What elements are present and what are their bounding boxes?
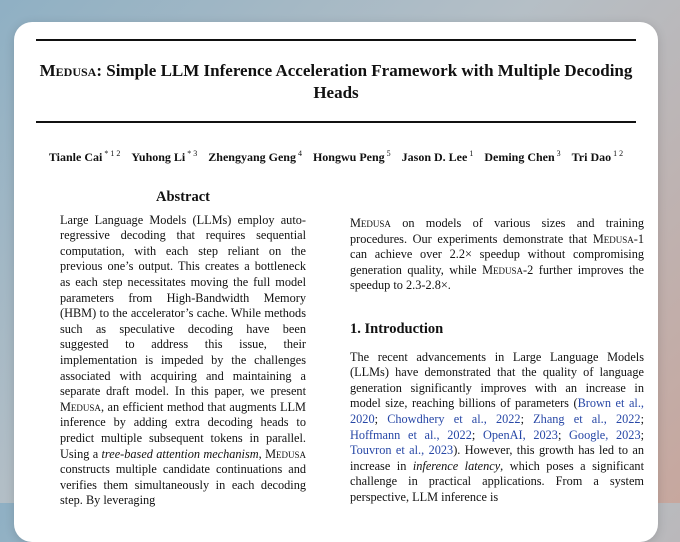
paper-card: [14, 22, 658, 542]
author: Tianle Cai $^{* 1 2}$: [48, 149, 121, 164]
citation-link[interactable]: Hoffmann et al., 2022: [350, 427, 472, 442]
abstract-paragraph: Large Language Models (LLMs) employ auto-regressive decoding that requires sequential computation, with each step reliant on the previous one’s output. This creates a bottleneck as each step necessitates moving the full model parameters from High-Bandwidth Memory (HBM) to the accelerator’s cache. While methods such as speculative decoding have been suggested to address this issue, their implementation is impeded by the challenges associated with acquiring and maintaining a separate draft model. In this paper, we present Medusa, an efficient method that augments LLM inference by adding extra decoding heads to predict multiple subsequent tokens in parallel. Using a tree-based attention mechanism, Medusa constructs multiple candidate continuations and verifies them simultaneously in each decoding step. By leveraging: [60, 212, 306, 508]
author: Zhengyang Geng $^4$: [208, 149, 302, 164]
top-rule: [36, 39, 636, 41]
citation-link[interactable]: Zhang et al., 2022: [533, 411, 641, 426]
paper-title: [34, 60, 638, 104]
title-text: : Simple LLM Inference Acceleration Framework with Multiple Decoding Heads: [96, 61, 633, 102]
introduction-heading: 1. Introduction: [350, 320, 444, 337]
citation-link[interactable]: Google, 2023: [569, 427, 641, 442]
citation-link[interactable]: OpenAI, 2023: [482, 427, 558, 442]
citation-link[interactable]: Touvron et al., 2023: [350, 443, 454, 458]
citation-link[interactable]: Chowdhery et al., 2022: [387, 411, 521, 426]
author: Jason D. Lee $^1$: [401, 149, 474, 164]
citation-link[interactable]: Brown et al., 2020: [350, 396, 644, 426]
author: Yuhong Li $^{* 3}$: [131, 149, 198, 164]
abstract-continuation: Medusa on models of various sizes and training procedures. Our experiments demonstrate that Medusa-1 can achieve over 2.2× speedup without compromising generation quality, while Medusa-2 further improves the speedup to 2.3-2.8×.: [350, 216, 644, 293]
author-list: [34, 149, 638, 165]
title-method-name: Medusa: [39, 61, 97, 80]
introduction-paragraph: The recent advancements in Large Language Models (LLMs) have demonstrated that the quality of language generation significantly improves with an increase in model size, reaching billions of parameters (Brown et al., 2020; Chowdhery et al., 2022; Zhang et al., 2022; Hoffmann et al., 2022; OpenAI, 2023; Google, 2023; Touvron et al., 2023). However, this growth has led to an increase in inference latency, which poses a significant challenge in practical applications. From a system perspective, LLM inference is: [350, 349, 645, 504]
title-bottom-rule: [36, 121, 636, 123]
author: Tri Dao $^{1 2}$: [571, 149, 624, 164]
abstract-heading: Abstract: [156, 189, 210, 205]
author: Deming Chen $^3$: [484, 149, 561, 164]
right-column: [350, 216, 644, 506]
abstract-column: [60, 190, 306, 509]
author: Hongwu Peng $^5$: [312, 149, 391, 164]
